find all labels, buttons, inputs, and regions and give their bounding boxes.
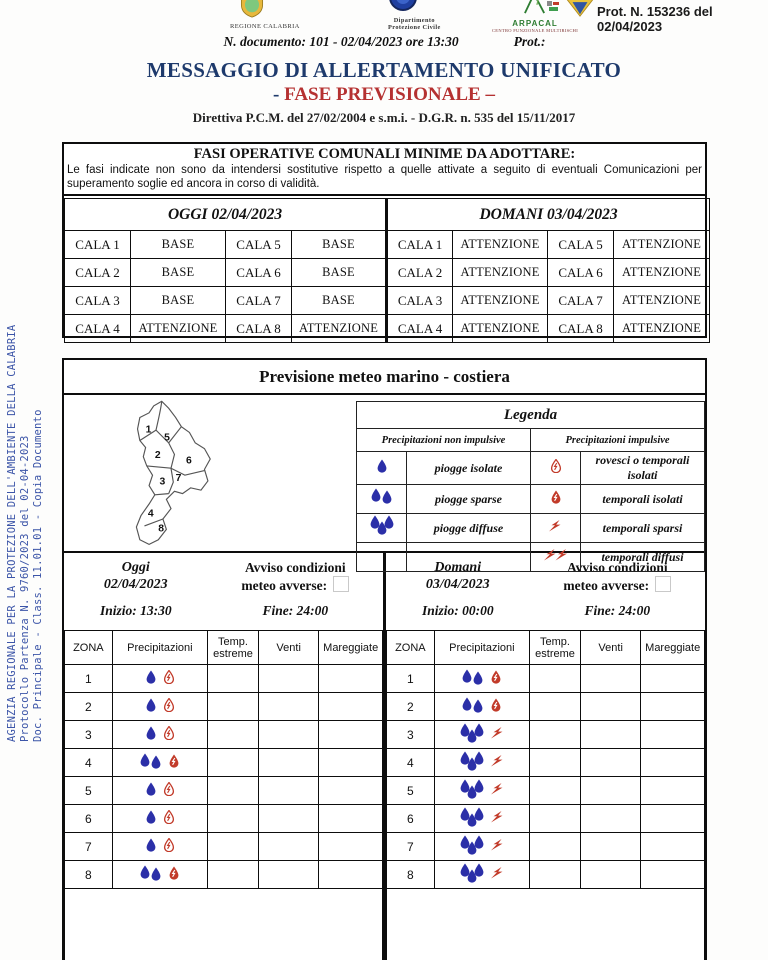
drop-2-icon xyxy=(461,669,484,689)
drop-2-icon xyxy=(357,485,407,514)
temp-estreme-cell xyxy=(208,749,259,777)
legend-col-non-impulsive: Precipitazioni non impulsive xyxy=(357,429,531,452)
temp-estreme-cell xyxy=(208,777,259,805)
fasi-title: FASI OPERATIVE COMUNALI MINIME DA ADOTTARE: xyxy=(193,146,576,162)
zone-row xyxy=(387,805,705,833)
drop-1-icon xyxy=(145,698,157,715)
map-zone-8: 8 xyxy=(158,523,165,535)
legend-label: piogge isolate xyxy=(407,452,531,485)
fasi-cell-value: ATTENZIONE xyxy=(614,259,710,287)
zone-col-header: Precipitazioni xyxy=(434,631,529,665)
zone-number-cell: 2 xyxy=(387,693,435,721)
precipitation-icons-cell xyxy=(112,833,207,861)
temp-estreme-cell xyxy=(530,805,581,833)
drop-3-icon xyxy=(357,514,407,543)
fasi-header-oggi: OGGI 02/04/2023 xyxy=(65,199,387,231)
zone-number-cell: 5 xyxy=(65,777,113,805)
mareggiate-cell xyxy=(319,693,383,721)
precipitation-icons-cell xyxy=(434,833,529,861)
temp-estreme-cell xyxy=(530,665,581,693)
fasi-cell-label: CALA 3 xyxy=(65,287,131,315)
dipartimento-label-line1: Dipartimento xyxy=(393,17,435,24)
zone-row xyxy=(65,665,383,693)
temp-estreme-cell xyxy=(208,693,259,721)
venti-cell xyxy=(580,777,640,805)
map-zone-4: 4 xyxy=(147,508,154,520)
legend-row xyxy=(357,452,705,485)
temp-estreme-cell xyxy=(208,721,259,749)
fasi-cell-value: ATTENZIONE xyxy=(131,315,226,343)
venti-cell xyxy=(258,693,318,721)
venti-cell xyxy=(580,721,640,749)
legend-label xyxy=(407,543,531,572)
empty-notes-cell xyxy=(387,889,705,960)
legend-title: Legenda xyxy=(357,402,705,429)
zone-number-cell: 7 xyxy=(65,833,113,861)
mareggiate-cell xyxy=(319,861,383,889)
precipitation-icons-cell xyxy=(112,749,207,777)
legend-label: temporali isolati xyxy=(581,485,705,514)
temporale-sparso-icon xyxy=(491,783,504,798)
day-name-oggi xyxy=(64,553,208,603)
mareggiate-cell xyxy=(319,833,383,861)
fasi-cell-value: ATTENZIONE xyxy=(614,315,710,343)
legend-table xyxy=(356,401,705,572)
precipitation-icons-cell xyxy=(112,861,207,889)
regione-calabria-crest-icon xyxy=(230,0,274,18)
avviso-line1: Avviso condizioni xyxy=(244,560,346,575)
fasi-cell-label: CALA 6 xyxy=(226,259,292,287)
previsione-box xyxy=(62,358,707,960)
map-zone-5: 5 xyxy=(164,432,170,444)
rovescio-icon xyxy=(163,810,175,827)
mareggiate-cell xyxy=(319,805,383,833)
inizio-oggi: Inizio: 13:30 xyxy=(99,603,172,618)
avviso-checkbox-oggi[interactable] xyxy=(333,576,349,592)
zone-number-cell: 3 xyxy=(65,721,113,749)
zone-number-cell: 6 xyxy=(65,805,113,833)
drop-1-icon xyxy=(145,810,157,827)
precipitation-icons-cell xyxy=(112,721,207,749)
fine-oggi: Fine: 24:00 xyxy=(262,603,329,618)
arpacal-sub-label: CENTRO FUNZIONALE MULTIRISCHI xyxy=(492,28,579,33)
funzionale-badge-icon xyxy=(546,0,560,19)
fasi-cell-label: CALA 3 xyxy=(387,287,453,315)
zone-number-cell: 8 xyxy=(65,861,113,889)
side-text-line2: Protocollo Partenza N. 9760/2023 del 02-04-2023 xyxy=(19,435,31,742)
day-label: Domani xyxy=(434,560,482,575)
legend-row xyxy=(357,485,705,514)
precipitation-icons-cell xyxy=(434,665,529,693)
zone-row xyxy=(387,693,705,721)
drop-3-icon xyxy=(459,751,485,775)
subtitle-text: FASE PREVISIONALE xyxy=(284,84,481,105)
zone-header-row xyxy=(387,631,705,665)
protezione-civile-logo xyxy=(388,0,441,31)
drop-3-icon xyxy=(459,723,485,747)
temporale-sparso-icon xyxy=(491,811,504,826)
legend-label: temporali sparsi xyxy=(581,514,705,543)
temp-estreme-cell xyxy=(208,665,259,693)
inizio-domani: Inizio: 00:00 xyxy=(421,603,494,618)
forecast-days xyxy=(64,551,705,960)
temp-estreme-cell xyxy=(530,777,581,805)
mareggiate-cell xyxy=(641,861,705,889)
legend-row xyxy=(357,514,705,543)
temporale-isolato-icon xyxy=(168,866,180,883)
legend-label: rovesci o temporali isolati xyxy=(581,452,705,485)
zone-number-cell: 6 xyxy=(387,805,435,833)
zone-col-header: ZONA xyxy=(65,631,113,665)
avviso-line2: meteo avverse: xyxy=(241,578,328,593)
side-text-line1: AGENZIA REGIONALE PER LA PROTEZIONE DELL'AMBIENTE DELLA CALABRIA xyxy=(6,324,18,742)
venti-cell xyxy=(580,833,640,861)
fasi-cell-value: ATTENZIONE xyxy=(453,259,548,287)
protezione-civile-emblem-icon xyxy=(388,0,418,12)
drop-1-icon xyxy=(145,838,157,855)
zone-col-header: Precipitazioni xyxy=(112,631,207,665)
zone-number-cell: 1 xyxy=(65,665,113,693)
map-zone-3: 3 xyxy=(159,476,166,488)
zone-row xyxy=(387,833,705,861)
zone-row xyxy=(65,861,383,889)
rovescio-icon xyxy=(163,726,175,743)
temporale-sparso-icon xyxy=(491,755,504,770)
venti-cell xyxy=(258,749,318,777)
fasi-cell-value: ATTENZIONE xyxy=(453,287,548,315)
venti-cell xyxy=(580,665,640,693)
subtitle-dash-left: - xyxy=(273,84,280,105)
temporale-sparso-icon xyxy=(491,867,504,882)
mareggiate-cell xyxy=(641,749,705,777)
fasi-cell-value: BASE xyxy=(292,231,387,259)
side-text-line3: Doc. Principale - Class. 11.01.01 - Copia Documento xyxy=(32,409,44,742)
empty-notes-cell xyxy=(65,889,383,960)
rovescio-icon xyxy=(163,698,175,715)
rovescio-icon xyxy=(531,452,581,485)
temp-estreme-cell xyxy=(208,805,259,833)
fasi-cell-value: BASE xyxy=(131,231,226,259)
venti-cell xyxy=(580,805,640,833)
map-zone-2: 2 xyxy=(154,449,161,461)
rovescio-icon xyxy=(163,838,175,855)
zone-number-cell: 4 xyxy=(65,749,113,777)
zone-number-cell: 8 xyxy=(387,861,435,889)
temporale-sparso-icon xyxy=(531,514,581,543)
precipitation-icons-cell xyxy=(112,805,207,833)
temp-estreme-cell xyxy=(530,693,581,721)
fasi-cell-value: ATTENZIONE xyxy=(292,315,387,343)
zone-col-header: Venti xyxy=(580,631,640,665)
fasi-cell-label: CALA 5 xyxy=(226,231,292,259)
page-subtitle xyxy=(0,84,768,106)
drop-3-icon xyxy=(459,863,485,887)
avviso-line2: meteo avverse: xyxy=(563,578,650,593)
zone-row xyxy=(387,777,705,805)
mareggiate-cell xyxy=(641,665,705,693)
zone-row xyxy=(387,749,705,777)
temporale-diffuso-icon xyxy=(531,543,581,572)
fasi-table xyxy=(64,198,710,343)
fasi-cell-label: CALA 2 xyxy=(387,259,453,287)
precipitation-icons-cell xyxy=(112,693,207,721)
zone-number-cell: 7 xyxy=(387,833,435,861)
zone-row xyxy=(387,665,705,693)
document-number: N. documento: 101 - 02/04/2023 ore 13:30 xyxy=(223,34,459,49)
temporale-sparso-icon xyxy=(491,727,504,742)
regione-calabria-logo xyxy=(230,0,300,30)
venti-cell xyxy=(258,805,318,833)
venti-cell xyxy=(258,833,318,861)
temporale-isolato-icon xyxy=(531,485,581,514)
venti-cell xyxy=(258,777,318,805)
temp-estreme-cell xyxy=(208,861,259,889)
temporale-isolato-icon xyxy=(490,698,502,715)
mareggiate-cell xyxy=(641,693,705,721)
fasi-cell-label: CALA 8 xyxy=(548,315,614,343)
avviso-checkbox-domani[interactable] xyxy=(655,576,671,592)
drop-1-icon xyxy=(145,726,157,743)
regione-calabria-label: REGIONE CALABRIA xyxy=(230,23,300,30)
regional-crest-icon xyxy=(564,0,596,23)
fine-domani: Fine: 24:00 xyxy=(584,603,651,618)
fasi-cell-label: CALA 5 xyxy=(548,231,614,259)
legend-empty-cell xyxy=(357,543,407,572)
zone-row xyxy=(65,805,383,833)
rovescio-icon xyxy=(163,670,175,687)
map-zone-6: 6 xyxy=(186,455,192,467)
fasi-cell-label: CALA 1 xyxy=(387,231,453,259)
drop-2-icon xyxy=(461,697,484,717)
fasi-cell-label: CALA 4 xyxy=(387,315,453,343)
directive-line: Direttiva P.C.M. del 27/02/2004 e s.m.i. - D.G.R. n. 535 del 15/11/2017 xyxy=(192,110,576,125)
day-date: 02/04/2023 xyxy=(103,577,168,592)
fasi-cell-value: BASE xyxy=(292,287,387,315)
precipitation-icons-cell xyxy=(434,693,529,721)
zone-col-header: Mareggiate xyxy=(641,631,705,665)
venti-cell xyxy=(258,665,318,693)
avviso-line1: Avviso condizioni xyxy=(566,560,668,575)
zone-number-cell: 5 xyxy=(387,777,435,805)
zone-row xyxy=(387,861,705,889)
temp-estreme-cell xyxy=(530,721,581,749)
dipartimento-label-line2: Protezione Civile xyxy=(388,24,441,31)
fasi-cell-value: ATTENZIONE xyxy=(614,231,710,259)
mareggiate-cell xyxy=(641,721,705,749)
legend-label: temporali diffusi xyxy=(581,543,705,572)
legend-row xyxy=(357,543,705,572)
mareggiate-cell xyxy=(319,749,383,777)
drop-1-icon xyxy=(357,452,407,485)
protocol-side-text xyxy=(6,240,45,742)
temporale-isolato-icon xyxy=(168,754,180,771)
mareggiate-cell xyxy=(319,721,383,749)
temp-estreme-cell xyxy=(208,833,259,861)
fasi-body xyxy=(65,231,710,343)
fasi-note: Le fasi indicate non sono da intendersi sostitutive rispetto a quelle attivate a seguito di eventuali Comunicazioni per superamento soglie ed ancora in corso di validità. xyxy=(64,163,705,196)
fasi-cell-value: ATTENZIONE xyxy=(614,287,710,315)
zone-row xyxy=(65,749,383,777)
fasi-cell-value: BASE xyxy=(131,287,226,315)
zone-col-header: Temp. estreme xyxy=(530,631,581,665)
drop-1-icon xyxy=(145,782,157,799)
drop-2-icon xyxy=(139,753,162,773)
fasi-cell-label: CALA 7 xyxy=(226,287,292,315)
fasi-row xyxy=(65,259,710,287)
zone-col-header: Venti xyxy=(258,631,318,665)
rovescio-icon xyxy=(163,782,175,799)
fasi-cell-label: CALA 4 xyxy=(65,315,131,343)
venti-cell xyxy=(580,749,640,777)
fasi-operative-box xyxy=(62,142,707,338)
fasi-header-domani: DOMANI 03/04/2023 xyxy=(387,199,710,231)
drop-3-icon xyxy=(459,779,485,803)
arpacal-label: ARPACAL xyxy=(512,19,558,28)
venti-cell xyxy=(580,861,640,889)
venti-cell xyxy=(258,721,318,749)
mareggiate-cell xyxy=(641,805,705,833)
drop-3-icon xyxy=(459,835,485,859)
fasi-cell-label: CALA 6 xyxy=(548,259,614,287)
zone-number-cell: 2 xyxy=(65,693,113,721)
fasi-row xyxy=(65,315,710,343)
legend-label: piogge diffuse xyxy=(407,514,531,543)
drop-1-icon xyxy=(145,670,157,687)
precipitation-icons-cell xyxy=(434,777,529,805)
precipitation-icons-cell xyxy=(434,721,529,749)
fasi-cell-value: ATTENZIONE xyxy=(453,231,548,259)
subtitle-dash-right: – xyxy=(485,84,495,105)
zone-row xyxy=(387,721,705,749)
previsione-title: Previsione meteo marino - costiera xyxy=(64,360,705,395)
precipitation-icons-cell xyxy=(434,805,529,833)
fasi-cell-label: CALA 2 xyxy=(65,259,131,287)
zone-number-cell: 4 xyxy=(387,749,435,777)
precipitation-icons-cell xyxy=(112,665,207,693)
drop-2-icon xyxy=(139,865,162,885)
temp-estreme-cell xyxy=(530,749,581,777)
zone-row xyxy=(65,721,383,749)
zone-number-cell: 3 xyxy=(387,721,435,749)
mareggiate-cell xyxy=(641,777,705,805)
zone-header-row xyxy=(65,631,383,665)
temporale-isolato-icon xyxy=(490,670,502,687)
prot-label: Prot.: xyxy=(513,34,546,49)
venti-cell xyxy=(580,693,640,721)
fasi-row xyxy=(65,287,710,315)
precipitation-icons-cell xyxy=(434,749,529,777)
zone-col-header: Temp. estreme xyxy=(208,631,259,665)
page-title: MESSAGGIO DI ALLERTAMENTO UNIFICATO xyxy=(146,58,622,82)
document-number-line xyxy=(62,34,707,50)
fasi-cell-label: CALA 8 xyxy=(226,315,292,343)
forecast-day-oggi xyxy=(64,553,383,960)
precipitation-icons-cell xyxy=(434,861,529,889)
map-zone-1: 1 xyxy=(145,424,152,436)
legend-body xyxy=(357,452,705,572)
fasi-cell-value: BASE xyxy=(292,259,387,287)
mareggiate-cell xyxy=(641,833,705,861)
calabria-zones-map xyxy=(112,399,230,549)
day-date: 03/04/2023 xyxy=(425,577,490,592)
fasi-cell-label: CALA 1 xyxy=(65,231,131,259)
zone-col-header: Mareggiate xyxy=(319,631,383,665)
temp-estreme-cell xyxy=(530,861,581,889)
fasi-cell-value: ATTENZIONE xyxy=(453,315,548,343)
zone-table-1 xyxy=(386,630,705,960)
mareggiate-cell xyxy=(319,665,383,693)
venti-cell xyxy=(258,861,318,889)
temp-estreme-cell xyxy=(530,833,581,861)
zone-row xyxy=(65,693,383,721)
legend-col-impulsive: Precipitazioni impulsive xyxy=(531,429,705,452)
zone-row xyxy=(65,833,383,861)
zone-row xyxy=(65,777,383,805)
zone-table-0 xyxy=(64,630,383,960)
precipitation-icons-cell xyxy=(112,777,207,805)
fasi-row xyxy=(65,231,710,259)
forecast-day-domani xyxy=(383,553,705,960)
fasi-cell-label: CALA 7 xyxy=(548,287,614,315)
fasi-cell-value: BASE xyxy=(131,259,226,287)
protocol-number: Prot. N. 153236 del 02/04/2023 xyxy=(597,4,713,34)
temporale-sparso-icon xyxy=(491,839,504,854)
zone-col-header: ZONA xyxy=(387,631,435,665)
legend-label: piogge sparse xyxy=(407,485,531,514)
drop-3-icon xyxy=(459,807,485,831)
map-zone-7: 7 xyxy=(175,472,182,484)
mareggiate-cell xyxy=(319,777,383,805)
map-and-legend xyxy=(64,395,705,564)
day-label: Oggi xyxy=(121,560,150,575)
zone-number-cell: 1 xyxy=(387,665,435,693)
